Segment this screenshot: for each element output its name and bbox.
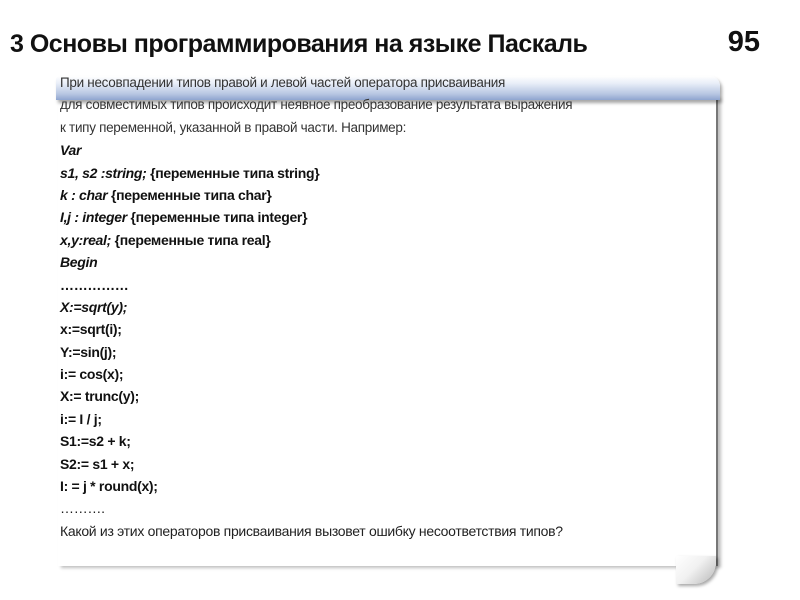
slide-body <box>60 72 700 542</box>
declaration-line <box>60 184 700 206</box>
declaration-comment: {переменные типа integer} <box>126 209 308 226</box>
slide-number: 95 <box>727 26 760 58</box>
ellipsis-line: ………. <box>60 500 105 517</box>
statement-line: I: = j * round(x); <box>60 478 158 495</box>
ellipsis-line: …………… <box>60 276 129 293</box>
statement-line: i:= cos(x); <box>60 366 124 383</box>
declaration-code: k : char <box>60 186 108 203</box>
intro-line: к типу переменной, указанной в правой части. Например: <box>60 119 407 135</box>
scroll-corner-curl <box>676 556 716 584</box>
declaration-line <box>60 206 700 228</box>
declaration-line <box>60 229 700 251</box>
var-keyword: Var <box>60 142 82 159</box>
statement-line: x:=sqrt(i); <box>60 321 122 338</box>
intro-line: При несовпадении типов правой и левой частей оператора присваивания <box>60 75 506 90</box>
declaration-line <box>60 162 700 184</box>
declaration-code: s1, s2 :string; <box>60 164 147 181</box>
intro-line: для совместимых типов происходит неявное преобразование результата выражения <box>60 97 573 113</box>
slide-title: 3 Основы программирования на языке Паскаль <box>10 30 588 58</box>
question-text: Какой из этих операторов присваивания вызовет ошибку несоответствия типов? <box>60 522 563 539</box>
begin-keyword: Begin <box>60 254 98 271</box>
declaration-comment: {переменные типа char} <box>107 186 272 203</box>
declaration-comment: {переменные типа real} <box>111 231 271 248</box>
declaration-code: x,y:real; <box>60 231 111 248</box>
statement-line: i:= I / j; <box>60 410 102 427</box>
declaration-comment: {переменные типа string} <box>146 164 320 181</box>
statement-line: S2:= s1 + x; <box>60 455 135 472</box>
statement-line: X:= trunc(y); <box>60 388 139 405</box>
statement-line: S1:=s2 + k; <box>60 433 131 450</box>
statement-line: X:=sqrt(y); <box>60 298 128 315</box>
statement-line: Y:=sin(j); <box>60 343 117 360</box>
declaration-code: I,j : integer <box>60 209 127 226</box>
